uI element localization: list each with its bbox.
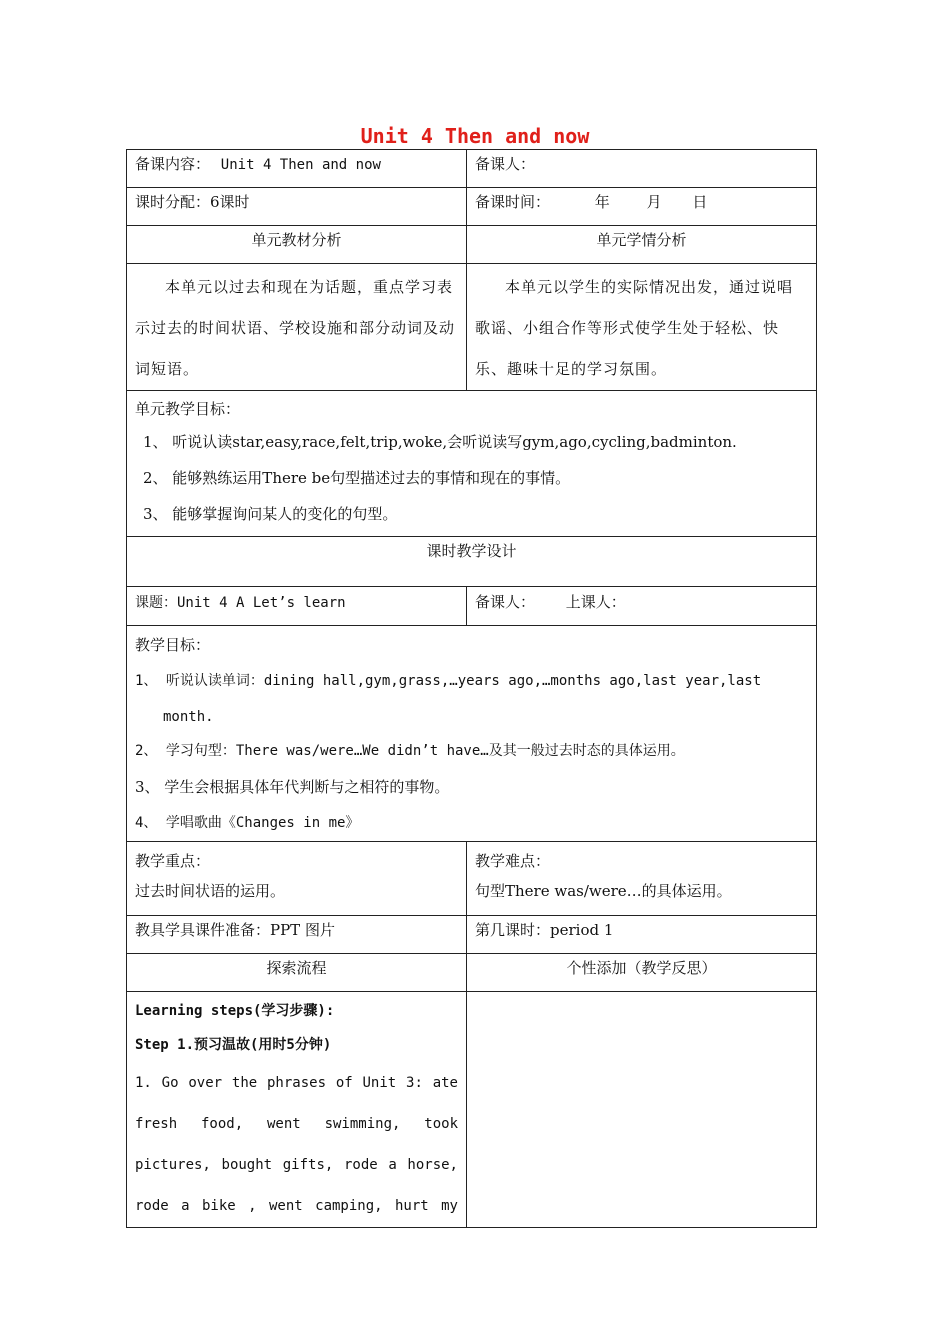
lesson-plan-table: [126, 149, 817, 1228]
focus-cell: [127, 842, 467, 916]
unit-goals-cell: [127, 391, 817, 537]
period-text: 第几课时：period 1: [475, 921, 614, 939]
student-analysis-text: 本单元以学生的实际情况出发，通过说唱歌谣、小组合作等形式使学生处于轻松、快乐、趣味十足的学习氛围。: [475, 278, 794, 378]
steps-label: Learning steps(学习步骤):: [135, 1003, 335, 1019]
teacher-cell: [467, 587, 817, 626]
student-analysis-cell: [467, 264, 817, 391]
teaching-goal-item: 4、 学唱歌曲《Changes in me》: [135, 815, 360, 831]
unit-goals-label: 单元教学目标：: [135, 400, 241, 418]
step1-line: fresh food, went swimming, took: [135, 1116, 458, 1132]
material-analysis-title: 单元教材分析: [251, 231, 342, 249]
teaching-goals-label: 教学目标：: [135, 636, 211, 654]
teaching-goal-item: 2、 学习句型：There was/were…We didn’t have…及其一般过去时态的具体运用。: [135, 743, 685, 759]
prep-day: 日: [692, 193, 708, 211]
difficulty-label: 教学难点：: [475, 852, 551, 870]
content-value: Unit 4 Then and now: [220, 157, 381, 173]
prep-year: 年: [594, 193, 610, 211]
material-analysis-header: [127, 226, 467, 264]
teaching-goals-cell: [127, 626, 817, 842]
content-label: 备课内容：: [135, 155, 211, 173]
preparer-label: 备课人：: [475, 155, 536, 173]
focus-text: 过去时间状语的运用。: [135, 882, 286, 900]
reflection-title: 个性添加（教学反思）: [566, 959, 717, 977]
focus-label: 教学重点：: [135, 852, 211, 870]
process-header: [127, 954, 467, 992]
teaching-goal-item: 3、 学生会根据具体年代判断与之相符的事物。: [135, 778, 450, 796]
tools-cell: [127, 916, 467, 954]
period-cell: [467, 916, 817, 954]
step1-title: Step 1.预习温故(用时5分钟): [135, 1037, 332, 1053]
step1-line: rode a bike , went camping, hurt my: [135, 1198, 458, 1214]
process-title: 探索流程: [266, 959, 327, 977]
difficulty-cell: [467, 842, 817, 916]
unit-goal-item: 1、 听说认读star,easy,race,felt,trip,woke,会听说读写gym,ago,cycling,badminton.: [143, 433, 737, 451]
difficulty-text: 句型There was/were…的具体运用。: [475, 882, 732, 900]
reflection-header: [467, 954, 817, 992]
page-title: Unit 4 Then and now: [360, 124, 590, 148]
unit-goal-item: 2、 能够熟练运用There be句型描述过去的事情和现在的事情。: [143, 469, 571, 487]
student-analysis-header: [467, 226, 817, 264]
topic-cell: [127, 587, 467, 626]
teacher-label: 上课人：: [565, 593, 626, 611]
material-analysis-text: 本单元以过去和现在为话题，重点学习表示过去的时间状语、学校设施和部分动词及动词短语。: [135, 278, 456, 378]
unit-goal-item: 3、 能够掌握询问某人的变化的句型。: [143, 505, 398, 523]
steps-cell: [127, 992, 467, 1228]
teaching-goal-item: month.: [163, 709, 214, 725]
tools-text: 教具学具课件准备：PPT 图片: [135, 921, 335, 939]
prep-time-label: 备课时间：: [475, 193, 551, 211]
topic-text: 课题：Unit 4 A Let’s learn: [135, 595, 346, 611]
preparer-cell: [467, 150, 817, 188]
lesson-design-header: [127, 537, 817, 587]
prep-time-cell: [467, 188, 817, 226]
preparer2-label: 备课人：: [475, 593, 536, 611]
content-cell: [127, 150, 467, 188]
step1-line: pictures, bought gifts, rode a horse,: [135, 1157, 458, 1173]
step1-line: 1. Go over the phrases of Unit 3: ate: [135, 1075, 458, 1091]
hours-cell: [127, 188, 467, 226]
reflection-cell: [467, 992, 817, 1228]
lesson-design-title: 课时教学设计: [426, 542, 517, 560]
hours-text: 课时分配：6课时: [135, 193, 250, 211]
material-analysis-cell: [127, 264, 467, 391]
student-analysis-title: 单元学情分析: [596, 231, 687, 249]
teaching-goal-item: 1、 听说认读单词：dining hall,gym,grass,…years ago,…months ago,last year,last: [135, 673, 762, 689]
prep-month: 月: [646, 193, 662, 211]
